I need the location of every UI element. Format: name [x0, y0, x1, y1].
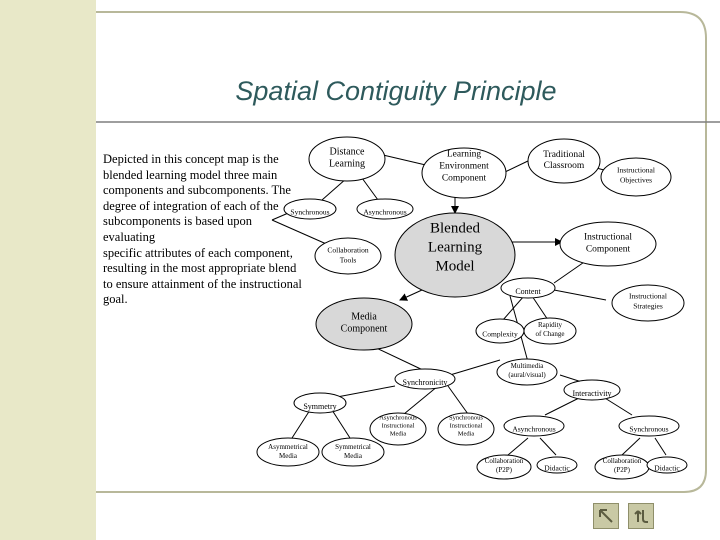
back-button[interactable]	[593, 503, 619, 529]
description-line: goal.	[103, 292, 128, 307]
node-label-line: Strategies	[633, 301, 663, 311]
node-label-line: Asynchronous	[363, 207, 407, 217]
node-label-line: Media	[351, 311, 377, 323]
description-line: blended learning model three main	[103, 167, 278, 182]
return-arrow-icon	[631, 506, 651, 526]
node-label-line: Learning	[328, 158, 366, 170]
node-label-line: Interactivity	[572, 388, 612, 398]
node-label-line: (aural/visual)	[508, 370, 546, 379]
back-arrow-icon	[596, 506, 616, 526]
slide-title: Spatial Contiguity Principle	[235, 76, 557, 106]
node-label-line: Component	[585, 244, 631, 255]
node-label-line: Symmetry	[303, 401, 337, 411]
node-instructional-strategies-label	[629, 292, 667, 311]
node-label-line: Tools	[339, 255, 357, 265]
node-asynchronous-mid-label	[512, 425, 555, 434]
node-label-line: Media	[279, 451, 297, 460]
node-label-line: Asynchronous	[379, 414, 417, 422]
node-label-line: Asymmetrical	[268, 442, 308, 451]
node-label-line: Complexity	[482, 329, 518, 339]
node-label-line: Instructional	[629, 291, 667, 301]
node-label-line: Model	[435, 258, 475, 275]
node-label-line: Collaboration	[602, 456, 642, 465]
node-label-line: Content	[515, 286, 541, 296]
node-distance-learning-label	[329, 147, 365, 170]
node-complexity-label	[482, 330, 518, 339]
node-asynchronous-top-label	[363, 208, 406, 217]
node-label-line: Rapidity	[537, 320, 563, 329]
node-label-line: Learning	[427, 239, 483, 256]
node-label-line: Multimedia	[510, 361, 544, 370]
node-blended-model-label	[428, 220, 483, 274]
node-label-line: Environment	[439, 161, 489, 172]
node-label-line: Media	[457, 430, 475, 438]
node-label-line: Classroom	[543, 160, 585, 171]
node-label-line: Instructional	[583, 232, 633, 243]
node-label-line: (P2P)	[496, 465, 512, 474]
node-didactic-b-label	[654, 464, 680, 473]
node-synchronicity-label	[403, 378, 448, 387]
node-label-line: Blended	[430, 220, 480, 237]
node-didactic-a-label	[544, 464, 570, 473]
description-line: Depicted in this concept map is the	[103, 152, 279, 166]
node-label-line: Instructional	[449, 422, 483, 430]
node-label-line: Distance	[329, 146, 365, 158]
description-line: components and subcomponents. The	[103, 183, 291, 198]
node-multimedia-label	[508, 362, 546, 379]
node-content-label	[515, 287, 541, 296]
node-label-line: Asynchronous	[512, 424, 556, 434]
node-instructional-objectives-label	[617, 166, 655, 185]
description-line: resulting in the most appropriate blend	[103, 261, 297, 276]
node-label-line: of Change	[535, 329, 565, 338]
node-label-line: Traditional	[543, 149, 585, 160]
node-label-line: Synchronous	[629, 424, 669, 434]
node-label-line: Synchronous	[290, 207, 330, 217]
node-label-line: Component	[340, 323, 388, 335]
node-label-line: Objectives	[619, 175, 653, 185]
node-rapidity-of-change-label	[536, 321, 565, 338]
description-line: degree of integration of each of the	[103, 198, 279, 213]
node-label-line: Media	[389, 430, 407, 438]
description-line: to ensure attainment of the instructional	[103, 276, 302, 291]
node-symmetry-label	[303, 402, 336, 411]
return-button[interactable]	[628, 503, 654, 529]
node-label-line: Collaboration	[484, 456, 524, 465]
node-label-line: (P2P)	[614, 465, 630, 474]
node-label-line: Synchronous	[449, 414, 483, 422]
node-label-line: Instructional	[617, 165, 655, 175]
node-label-line: Didactic	[654, 463, 680, 473]
node-label-line: Component	[441, 173, 487, 184]
node-label-line: Learning	[446, 149, 482, 160]
node-traditional-classroom-label	[543, 150, 585, 171]
node-label-line: Didactic	[544, 463, 570, 473]
node-label-line: Collaboration	[327, 245, 369, 255]
node-synchronous-mid-label	[629, 425, 668, 434]
node-label-line: Media	[344, 451, 362, 460]
node-label-line: Symmetrical	[335, 442, 371, 451]
description-text	[103, 152, 303, 308]
node-label-line: Synchronicity	[402, 377, 448, 387]
description-line: subcomponents is based upon evaluating	[103, 214, 252, 244]
node-interactivity-label	[572, 389, 611, 398]
node-label-line: Instructional	[381, 422, 415, 430]
description-line: specific attributes of each component,	[103, 245, 293, 260]
